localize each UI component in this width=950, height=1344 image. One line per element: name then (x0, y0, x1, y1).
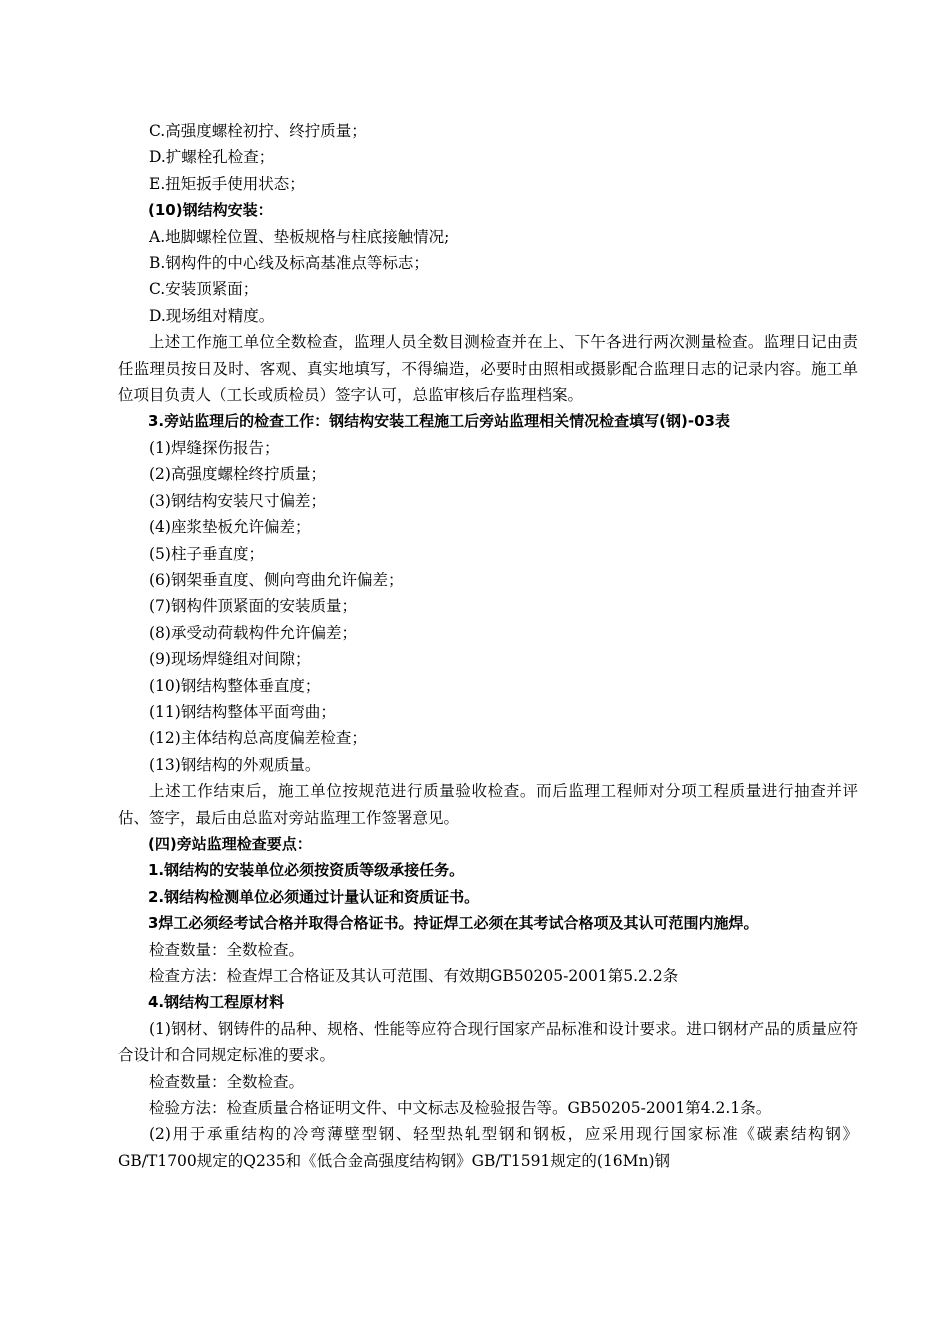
check-quantity-1: 检查数量：全数检查。 (149, 940, 305, 959)
item-9: (9)现场焊缝组对间隙； (149, 650, 311, 669)
item-2: (2)高强度螺栓终拧质量； (149, 465, 326, 484)
item-4: (4)座浆垫板允许偏差； (149, 518, 311, 537)
item-8: (8)承受动荷载构件允许偏差； (149, 623, 357, 642)
check-quantity-2: 检查数量：全数检查。 (149, 1072, 305, 1091)
key-point-1: 1.钢结构的安装单位必须按资质等级承接任务。 (148, 861, 465, 880)
check-method-2: 检验方法：检查质量合格证明文件、中文标志及检验报告等。GB50205-2001第4.2.1条。 (149, 1099, 772, 1118)
heading-steel-installation: (10)钢结构安装： (148, 201, 273, 220)
line-7: C.安装顶紧面； (149, 280, 259, 299)
heading-raw-materials: 4.钢结构工程原材料 (148, 993, 285, 1012)
line-1: C.高强度螺栓初拧、终拧质量； (149, 122, 367, 140)
item-13: (13)钢结构的外观质量。 (149, 755, 321, 774)
line-3: E.扭矩扳手使用状态； (149, 174, 305, 193)
line-6: B.钢构件的中心线及标高基准点等标志； (149, 254, 429, 273)
paragraph-steel-materials: (1)钢材、钢铸件的品种、规格、性能等应符合现行国家产品标准和设计要求。进口钢材产品的质量应符合设计和合同规定标准的要求。 (118, 1019, 858, 1065)
heading-key-points: (四)旁站监理检查要点： (148, 834, 312, 853)
line-5: A.地脚螺栓位置、垫板规格与柱底接触情况; (149, 227, 450, 246)
item-3: (3)钢结构安装尺寸偏差； (149, 491, 326, 510)
key-point-2: 2.钢结构检测单位必须通过计量认证和资质证书。 (148, 887, 480, 906)
line-2: D.扩螺栓孔检查； (149, 148, 275, 167)
item-5: (5)柱子垂直度； (149, 544, 264, 563)
item-1: (1)焊缝探伤报告； (149, 438, 280, 457)
item-6: (6)钢架垂直度、侧向弯曲允许偏差； (149, 570, 404, 589)
document-page (118, 118, 858, 1174)
item-7: (7)钢构件顶紧面的安装质量； (149, 597, 357, 616)
heading-post-inspection: 3.旁站监理后的检查工作：钢结构安装工程施工后旁站监理相关情况检查填写(钢)-03表 (148, 412, 730, 431)
key-point-3: 3焊工必须经考试合格并取得合格证书。持证焊工必须在其考试合格项及其认可范围内施焊。 (148, 914, 759, 933)
item-10: (10)钢结构整体垂直度； (149, 676, 321, 695)
paragraph-inspection-log: 上述工作施工单位全数检查，监理人员全数目测检查并在上、下午各进行两次测量检查。监理日记由责任监理员按日及时、客观、真实地填写，不得编造，必要时由照相或摄影配合监理日志的记录内容。施工单位项目负责人（工长或质检员）签字认可，总监审核后存监理档案。 (118, 333, 858, 405)
item-11: (11)钢结构整体平面弯曲； (149, 702, 336, 721)
paragraph-acceptance: 上述工作结束后，施工单位按规范进行质量验收检查。而后监理工程师对分项工程质量进行抽查并评估、签字，最后由总监对旁站监理工作签署意见。 (118, 782, 858, 827)
item-12: (12)主体结构总高度偏差检查； (149, 729, 367, 748)
paragraph-cold-formed-steel: (2)用于承重结构的冷弯薄壁型钢、轻型热轧型钢和钢板，应采用现行国家标准《碳素结构钢》GB/T1700规定的Q235和《低合金高强度结构钢》GB/T1591规定的(16Mn)钢 (118, 1125, 858, 1170)
line-8: D.现场组对精度。 (149, 306, 275, 325)
check-method-1: 检查方法：检查焊工合格证及其认可范围、有效期GB50205-2001第5.2.2条 (149, 967, 679, 985)
